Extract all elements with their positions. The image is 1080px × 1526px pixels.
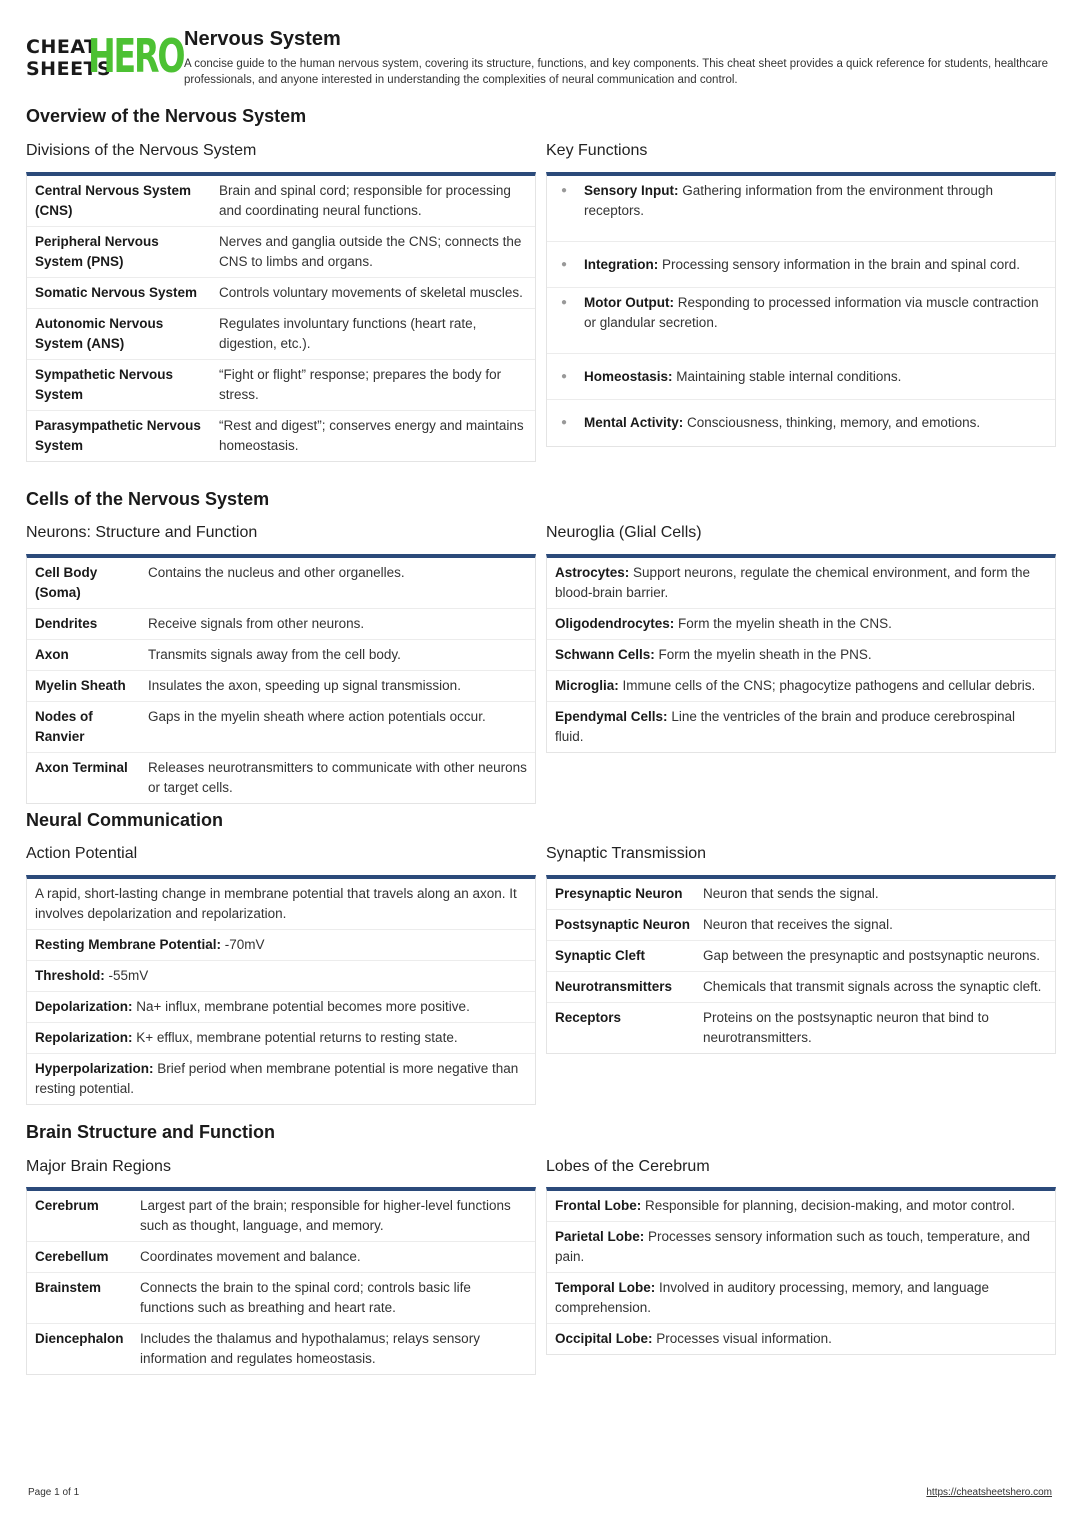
action-potential-card [26,875,536,1105]
table-row: Autonomic Nervous System (ANS) Regulates involuntary functions (heart rate, digestion, etc.). [27,309,535,360]
table-row: Brainstem Connects the brain to the spinal cord; controls basic life functions such as breathing and heart rate. [27,1273,535,1324]
table-row: Postsynaptic Neuron Neuron that receives the signal. [547,910,1055,941]
synaptic-card [546,875,1056,1054]
functions-card [546,172,1056,447]
list-item: Hyperpolarization: Brief period when membrane potential is more negative than resting potential. [35,1061,519,1096]
list-item: Resting Membrane Potential: -70mV [27,930,535,961]
cheatsheets-hero-logo[interactable] [26,29,184,83]
table-row: Synaptic Cleft Gap between the presynaptic and postsynaptic neurons. [547,941,1055,972]
table-row: Presynaptic Neuron Neuron that sends the signal. [547,879,1055,910]
subsection-title-regions: Major Brain Regions [26,1158,171,1175]
table-row: Receptors Proteins on the postsynaptic neuron that bind to neurotransmitters. [555,1010,989,1045]
table-row: Neurotransmitters Chemicals that transmit signals across the synaptic cleft. [547,972,1055,1003]
list-item: Oligodendrocytes: Form the myelin sheath in the CNS. [547,609,1055,640]
footer-link[interactable]: https://cheatsheetshero.com [926,1487,1052,1498]
table-row: Dendrites Receive signals from other neurons. [27,609,535,640]
section-title-cells: Cells of the Nervous System [26,489,270,509]
page-title: Nervous System [184,28,341,50]
bullet-icon: ● [561,185,568,196]
section-title-brain: Brain Structure and Function [26,1122,276,1142]
section-title-communication: Neural Communication [26,810,224,830]
section-title-overview: Overview of the Nervous System [26,106,307,126]
table-row: Somatic Nervous System Controls voluntary movements of skeletal muscles. [27,278,535,309]
list-item: ● Mental Activity: Consciousness, thinking, memory, and emotions. [547,400,1055,446]
subsection-title-action-potential: Action Potential [26,845,138,862]
list-item: Temporal Lobe: Involved in auditory processing, memory, and language comprehension. [547,1273,1055,1324]
subsection-title-synaptic: Synaptic Transmission [546,845,707,862]
list-item: ● Integration: Processing sensory information in the brain and spinal cord. [547,242,1055,288]
list-item: ● Homeostasis: Maintaining stable internal conditions. [547,354,1055,400]
table-row: Cell Body (Soma) Contains the nucleus and other organelles. [27,558,535,609]
table-row: Axon Transmits signals away from the cell body. [27,640,535,671]
list-item: Parietal Lobe: Processes sensory information such as touch, temperature, and pain. [547,1222,1055,1273]
subsection-title-glia: Neuroglia (Glial Cells) [546,524,702,541]
page-description: A concise guide to the human nervous system, covering its structure, functions, and key components. This cheat sheet provides a quick reference for students, healthcare professionals, and anyone interested in understanding the complexities of neural communication and control. [184,58,1049,86]
list-item: Threshold: -55mV [27,961,535,992]
list-item: Schwann Cells: Form the myelin sheath in the PNS. [547,640,1055,671]
table-row: Nodes of Ranvier Gaps in the myelin sheath where action potentials occur. [27,702,535,753]
subsection-title-neurons: Neurons: Structure and Function [26,524,258,541]
bullet-icon: ● [561,370,568,382]
bullet-icon: ● [561,417,568,428]
table-row: Axon Terminal Releases neurotransmitters to communicate with other neurons or target cells. [35,760,527,795]
lobes-card [546,1187,1056,1355]
regions-card [26,1187,536,1375]
intro-text: A rapid, short-lasting change in membrane potential that travels along an axon. It involves depolarization and repolarization. [27,879,535,930]
subsection-title-functions: Key Functions [546,142,648,159]
bullet-icon: ● [561,297,568,308]
table-row: Myelin Sheath Insulates the axon, speeding up signal transmission. [27,671,535,702]
table-row: Cerebellum Coordinates movement and balance. [27,1242,535,1273]
logo-hero: HERO [88,29,184,83]
divisions-card [26,172,536,462]
subsection-title-divisions: Divisions of the Nervous System [26,142,257,159]
table-row: Peripheral Nervous System (PNS) Nerves and ganglia outside the CNS; connects the CNS to limbs and organs. [27,227,535,278]
list-item: Repolarization: K+ efflux, membrane potential returns to resting state. [27,1023,535,1054]
list-item: Ependymal Cells: Line the ventricles of the brain and produce cerebrospinal fluid. [555,709,1016,744]
bullet-icon: ● [561,258,568,270]
list-item: ● Motor Output: Responding to processed information via muscle contraction or glandular secretion. [547,288,1055,354]
list-item: ● Sensory Input: Gathering information from the environment through receptors. [547,176,1055,242]
logo-wordmark: CHEAT SHEETS [26,36,112,80]
list-item: Astrocytes: Support neurons, regulate the chemical environment, and form the blood-brain barrier. [547,558,1055,609]
table-row: Sympathetic Nervous System “Fight or flight” response; prepares the body for stress. [27,360,535,411]
list-item: Frontal Lobe: Responsible for planning, decision-making, and motor control. [547,1191,1055,1222]
glia-card [546,554,1056,753]
subsection-title-lobes: Lobes of the Cerebrum [546,1158,710,1175]
page-number: Page 1 of 1 [28,1487,80,1498]
list-item: Depolarization: Na+ influx, membrane potential becomes more positive. [27,992,535,1023]
page-header [26,28,1056,88]
table-row: Central Nervous System (CNS) Brain and spinal cord; responsible for processing and coordinating neural functions. [27,176,535,227]
table-row: Cerebrum Largest part of the brain; responsible for higher-level functions such as thought, language, and memory. [27,1191,535,1242]
neurons-card [26,554,536,804]
table-row: Diencephalon Includes the thalamus and hypothalamus; relays sensory information and regulates homeostasis. [35,1331,480,1366]
list-item: Occipital Lobe: Processes visual information. [555,1331,832,1346]
list-item: Microglia: Immune cells of the CNS; phagocytize pathogens and cellular debris. [547,671,1055,702]
table-row: Parasympathetic Nervous System “Rest and digest”; conserves energy and maintains homeostasis. [35,418,524,453]
